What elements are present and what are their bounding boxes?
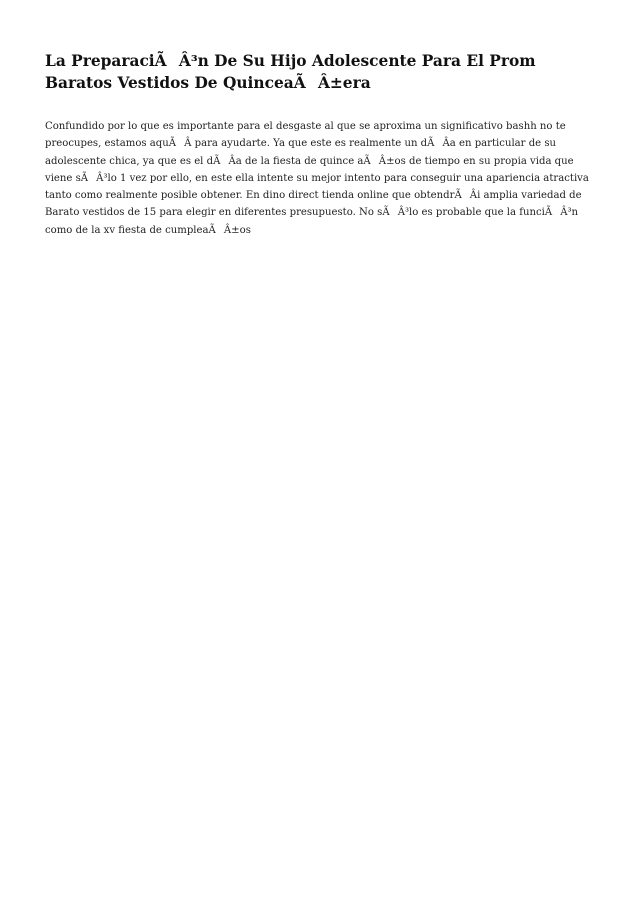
document-body-paragraph: Confundido por lo que es importante para el desgaste al que se aproxima un significativo bashh no te preocupes, estamos aquÃÂ para ayudarte. Ya que este es realmente un dÃÂa en particular de su adolescente chica, ya que es el dÃÂa de la fiesta de quince aÃÂ±os de tiempo en su propia vida que viene sÃÂ³lo 1 vez por ello, en este ella intente su mejor intento para conseguir una apariencia atractiva tanto como realmente posible obtener. En dino direct tienda online que obtendrÃÂi amplia variedad de Barato vestidos de 15 para elegir en diferentes presupuesto. No sÃÂ³lo es probable que la funciÃÂ³n como de la xv fiesta de cumpleaÃÂ±os [45,121,589,236]
document-content [45,50,597,239]
document-title: La PreparaciÃÂ³n De Su Hijo Adolescente Para El Prom Baratos Vestidos De QuinceaÃÂ±era [45,52,536,92]
